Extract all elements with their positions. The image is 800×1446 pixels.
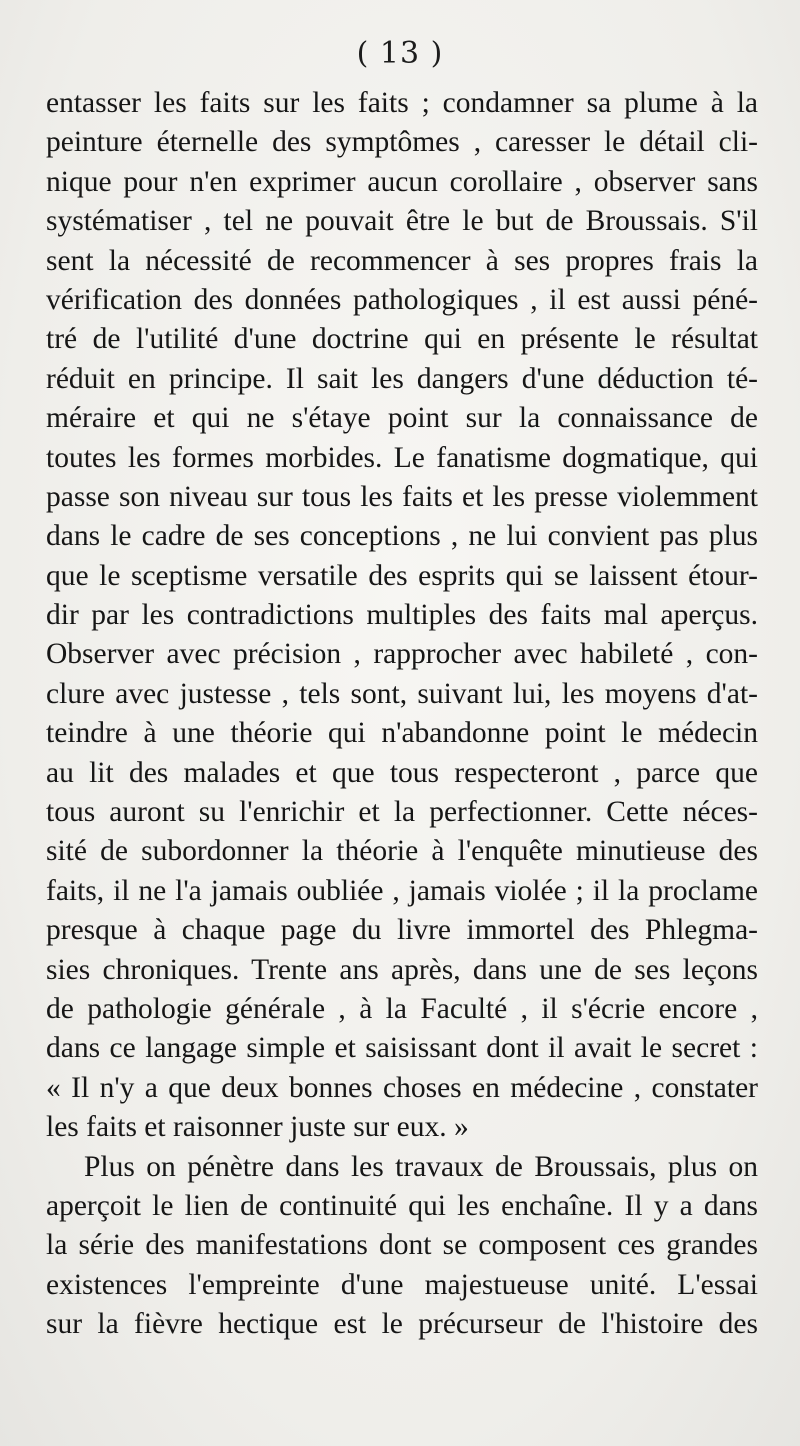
text-line: tous auront su l'enrichir et la perfectionner. Cette néces- — [46, 796, 758, 829]
text-line: la série des manifestations dont se composent ces grandes — [46, 1229, 758, 1262]
text-line: faits, il ne l'a jamais oubliée , jamais violée ; il la proclame — [46, 874, 758, 907]
text-line: aperçoit le lien de continuité qui les enchaîne. Il y a dans — [46, 1189, 758, 1222]
text-line: clure avec justesse , tels sont, suivant lui, les moyens d'at- — [46, 677, 758, 710]
text-line: vérification des données pathologiques , il est aussi péné- — [46, 283, 758, 316]
text-line: de pathologie générale , à la Faculté , il s'écrie encore , — [46, 992, 758, 1025]
text-line: réduit en principe. Il sait les dangers d'une déduction té- — [46, 362, 758, 395]
text-line: méraire et qui ne s'étaye point sur la connaissance de — [46, 402, 758, 435]
text-line: dans ce langage simple et saisissant dont il avait le secret : — [46, 1032, 758, 1065]
text-line: nique pour n'en exprimer aucun corollaire , observer sans — [46, 165, 758, 198]
text-line: dans le cadre de ses conceptions , ne lui convient pas plus — [46, 520, 758, 553]
text-line: Plus on pénètre dans les travaux de Broussais, plus on — [84, 1150, 758, 1183]
text-line: les faits et raisonner juste sur eux. » — [46, 1111, 469, 1144]
text-line: tré de l'utilité d'une doctrine qui en présente le résultat — [46, 323, 758, 356]
text-line: Observer avec précision , rapprocher avec habileté , con- — [46, 638, 758, 671]
text-line: dir par les contradictions multiples des faits mal aperçus. — [46, 599, 758, 632]
text-line: que le sceptisme versatile des esprits qui se laissent étour- — [46, 559, 758, 592]
text-line: entasser les faits sur les faits ; condamner sa plume à la — [46, 87, 758, 119]
page-number: ( 13 ) — [356, 36, 444, 71]
body-text — [46, 84, 758, 1345]
text-line: sies chroniques. Trente ans après, dans une de ses leçons — [46, 953, 758, 986]
text-line: existences l'empreinte d'une majestueuse unité. L'essai — [46, 1268, 758, 1301]
text-line: teindre à une théorie qui n'abandonne point le médecin — [46, 717, 758, 750]
text-line: toutes les formes morbides. Le fanatisme dogmatique, qui — [46, 441, 758, 474]
text-line: au lit des malades et que tous respecteront , parce que — [46, 756, 758, 789]
text-line: sent la nécessité de recommencer à ses propres frais la — [46, 244, 758, 277]
text-line: systématiser , tel ne pouvait être le but de Broussais. S'il — [46, 205, 758, 238]
text-line: presque à chaque page du livre immortel des Phlegma- — [46, 914, 758, 947]
text-line: « Il n'y a que deux bonnes choses en médecine , constater — [46, 1071, 758, 1104]
text-line: sité de subordonner la théorie à l'enquête minutieuse des — [46, 835, 758, 868]
text-line: sur la fièvre hectique est le précurseur de l'histoire des — [46, 1308, 758, 1341]
text-line: passe son niveau sur tous les faits et les presse violemment — [46, 480, 758, 513]
text-line: peinture éternelle des symptômes , caresser le détail cli- — [46, 126, 758, 159]
